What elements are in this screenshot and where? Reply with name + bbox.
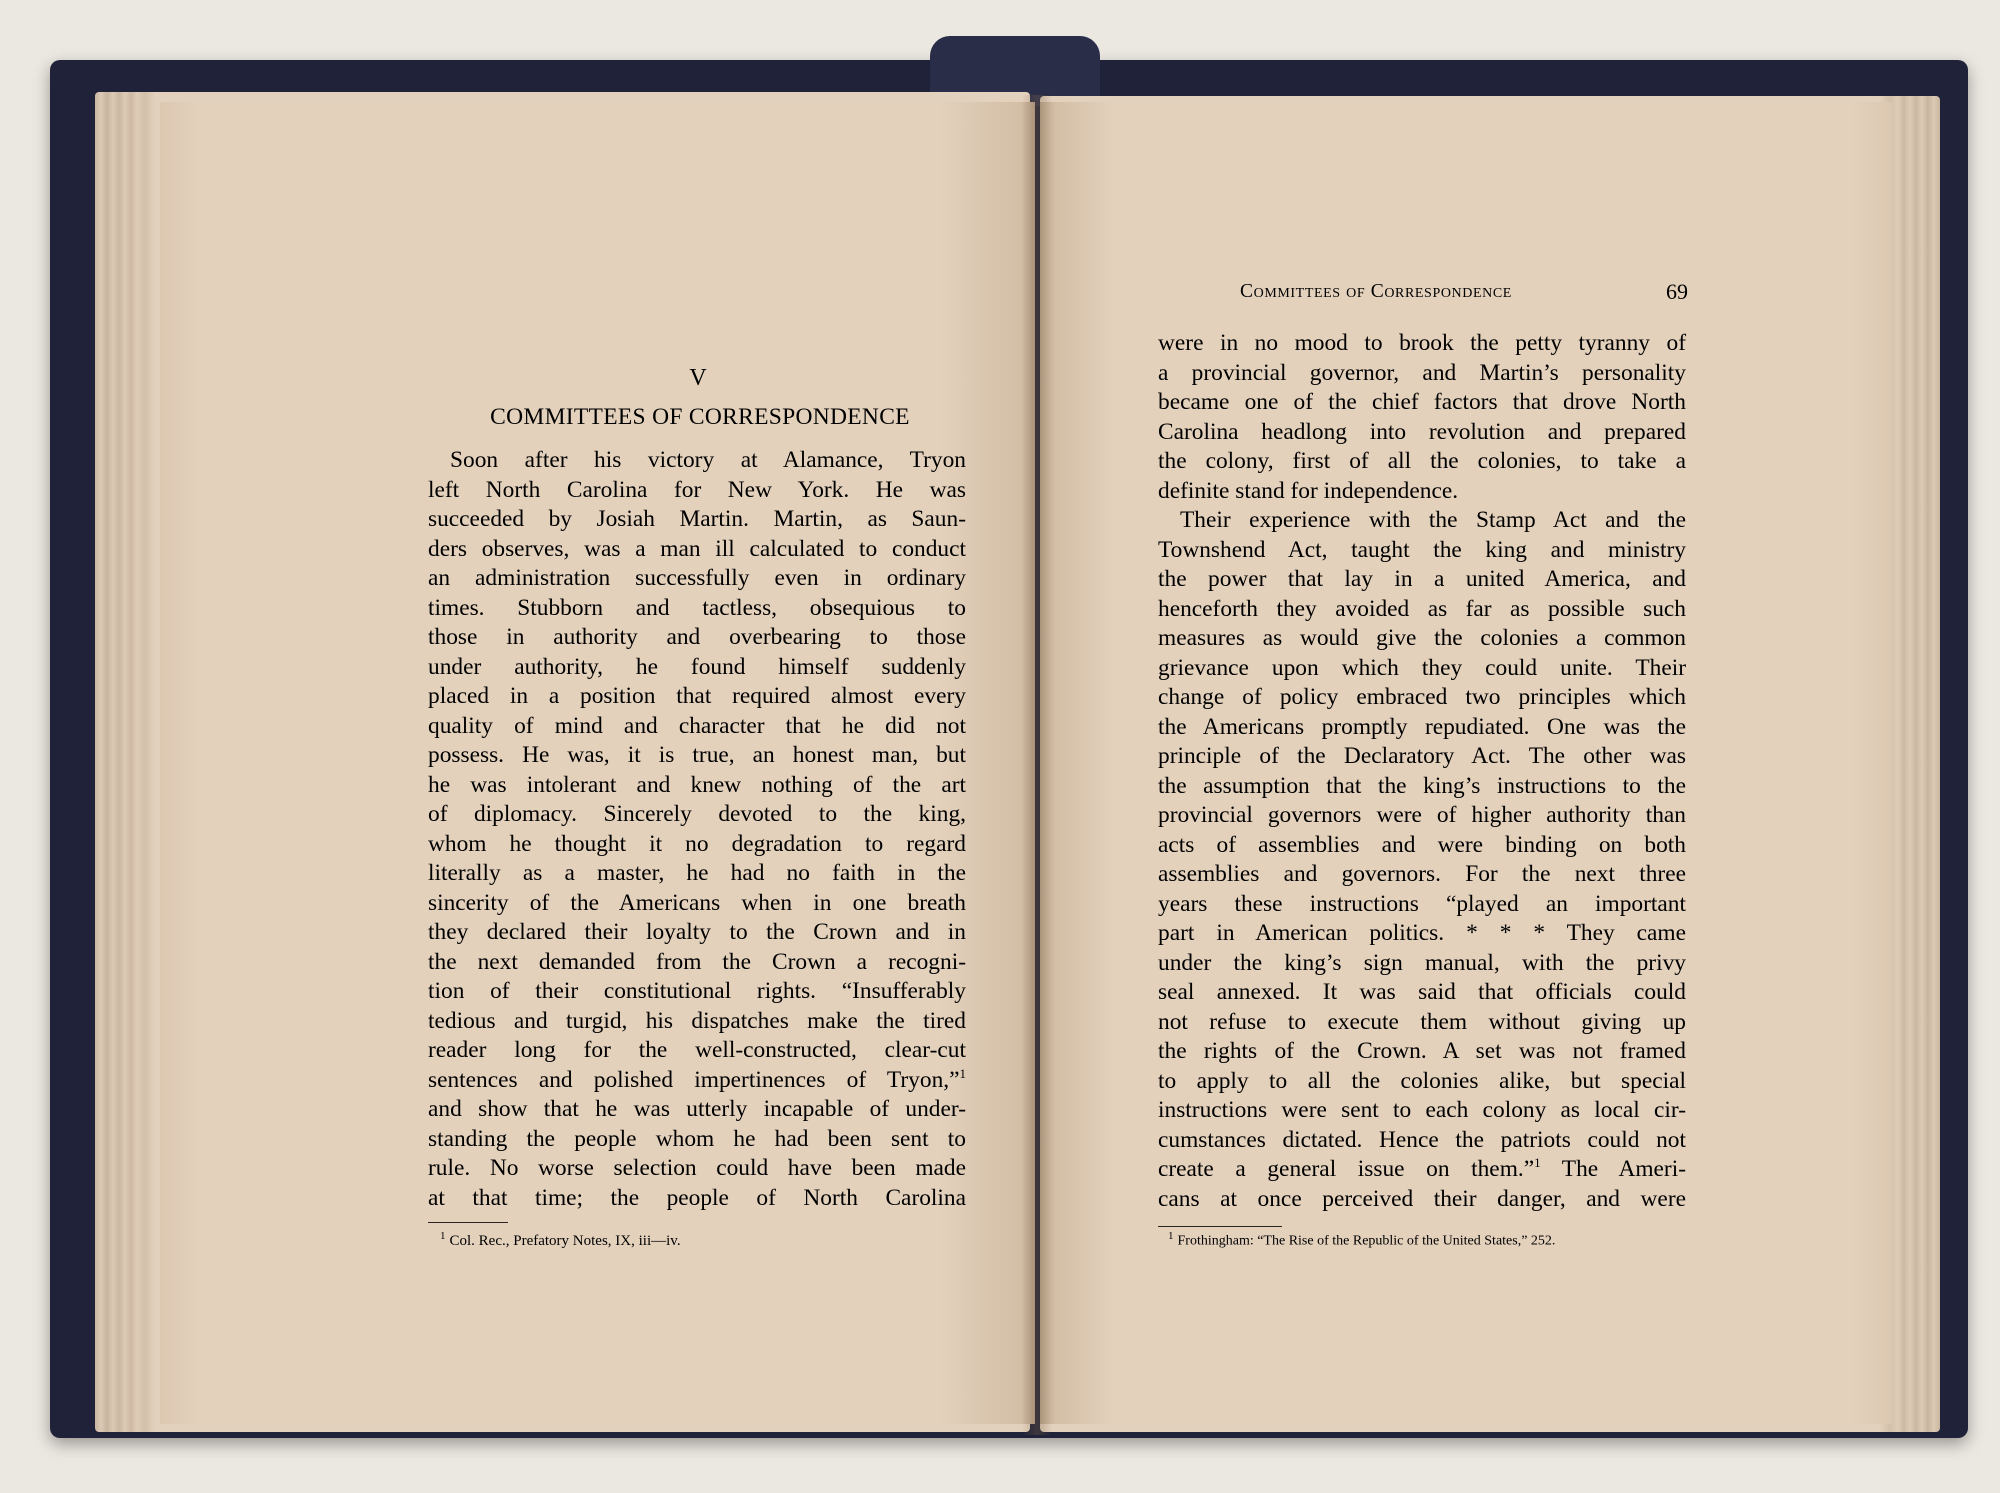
body-line: rule. No worse selection could have been made xyxy=(428,1155,966,1181)
footnote-marker: 1 xyxy=(440,1230,446,1242)
body-line: were in no mood to brook the petty tyranny of xyxy=(1158,330,1686,356)
body-line: under the king’s sign manual, with the privy xyxy=(1158,949,1686,976)
body-line: possess. He was, it is true, an honest man, but xyxy=(428,742,966,768)
right-footnote-rule xyxy=(1158,1226,1282,1227)
body-line: under authority, he found himself suddenly xyxy=(428,653,966,680)
body-line: literally as a master, he had no faith in the xyxy=(428,860,966,886)
body-line: quality of mind and character that he did not xyxy=(428,712,966,739)
body-line: grievance upon which they could unite. Their xyxy=(1158,654,1686,681)
body-line: the Americans promptly repudiated. One was the xyxy=(1158,713,1686,740)
body-line-text: sentences and polished impertinences of Tryon,” xyxy=(428,1066,960,1093)
body-line: years these instructions “played an important xyxy=(1158,890,1686,917)
left-footnote xyxy=(440,1230,681,1250)
body-line: left North Carolina for New York. He was xyxy=(428,476,966,503)
body-line: Their experience with the Stamp Act and the xyxy=(1180,507,1686,533)
body-line: he was intolerant and knew nothing of the art xyxy=(428,771,966,798)
body-line: at that time; the people of North Carolina xyxy=(428,1184,966,1211)
body-line: not refuse to execute them without giving up xyxy=(1158,1008,1686,1035)
body-line: the rights of the Crown. A set was not framed xyxy=(1158,1038,1686,1064)
footnote-reference: 1 xyxy=(959,1065,966,1081)
body-line: cans at once perceived their danger, and were xyxy=(1158,1185,1686,1212)
body-line: provincial governors were of higher authority than xyxy=(1158,802,1686,828)
body-line: to apply to all the colonies alike, but special xyxy=(1158,1067,1686,1094)
body-line: cumstances dictated. Hence the patriots could not xyxy=(1158,1126,1686,1153)
left-footnote-rule xyxy=(428,1222,508,1223)
chapter-title: COMMITTEES OF CORRESPONDENCE xyxy=(490,404,910,430)
body-line: part in American politics. * * * They came xyxy=(1158,920,1686,946)
body-line: definite stand for independence. xyxy=(1158,477,1459,504)
body-line: reader long for the well-constructed, clear-cut xyxy=(428,1037,966,1063)
chapter-number: V xyxy=(689,365,707,391)
body-line: succeeded by Josiah Martin. Martin, as Saun- xyxy=(428,506,966,532)
body-line: whom he thought it no degradation to regard xyxy=(428,830,966,857)
page-number: 69 xyxy=(1666,279,1688,304)
body-line: change of policy embraced two principles which xyxy=(1158,684,1686,710)
body-line: the power that lay in a united America, and xyxy=(1158,566,1686,592)
footnote-marker: 1 xyxy=(1168,1230,1174,1242)
body-line: the next demanded from the Crown a recogni- xyxy=(428,948,966,975)
body-line: tedious and turgid, his dispatches make the tired xyxy=(428,1007,966,1034)
body-line: Soon after his victory at Alamance, Tryon xyxy=(450,447,966,473)
body-line: they declared their loyalty to the Crown and in xyxy=(428,919,966,945)
body-line: times. Stubborn and tactless, obsequious to xyxy=(428,594,966,621)
body-line: and show that he was utterly incapable of under- xyxy=(428,1096,966,1122)
body-line: the assumption that the king’s instructions to the xyxy=(1158,772,1686,799)
footnote-text: Frothingham: “The Rise of the Republic of the United States,” 252. xyxy=(1177,1233,1556,1249)
body-line: became one of the chief factors that drove North xyxy=(1158,389,1686,415)
running-head: Committees of Correspondence xyxy=(1240,281,1512,302)
body-line: of diplomacy. Sincerely devoted to the king, xyxy=(428,801,966,827)
body-line: a provincial governor, and Martin’s personality xyxy=(1158,359,1686,386)
footnote-reference: 1 xyxy=(1534,1155,1541,1171)
body-line: standing the people whom he had been sent to xyxy=(428,1125,966,1152)
footnote-text: Col. Rec., Prefatory Notes, IX, iii—iv. xyxy=(449,1233,681,1249)
right-footnote xyxy=(1168,1230,1555,1250)
body-line: henceforth they avoided as far as possible such xyxy=(1158,595,1686,622)
body-line-text: create a general issue on them.” xyxy=(1158,1156,1535,1182)
body-line: Townshend Act, taught the king and ministry xyxy=(1158,536,1686,563)
body-line: the colony, first of all the colonies, to take a xyxy=(1158,448,1686,474)
body-line: seal annexed. It was said that officials could xyxy=(1158,979,1686,1005)
body-line: an administration successfully even in ordinary xyxy=(428,565,966,591)
left-body-text xyxy=(428,446,966,1213)
body-line: assemblies and governors. For the next three xyxy=(1158,861,1686,887)
body-line: measures as would give the colonies a common xyxy=(1158,625,1686,651)
body-line: principle of the Declaratory Act. The other was xyxy=(1158,743,1686,769)
right-body-text xyxy=(1158,329,1686,1214)
body-line: sincerity of the Americans when in one breath xyxy=(428,889,966,916)
book-gutter-shadow xyxy=(1022,95,1052,1435)
body-line-text: The Ameri- xyxy=(1540,1156,1686,1182)
body-line: placed in a position that required almost every xyxy=(428,683,966,709)
body-line-with-footnote xyxy=(428,1066,966,1096)
body-line: Carolina headlong into revolution and prepared xyxy=(1158,418,1686,445)
body-line: instructions were sent to each colony as local cir- xyxy=(1158,1097,1686,1123)
body-line: ders observes, was a man ill calculated to conduct xyxy=(428,535,966,562)
body-line: those in authority and overbearing to those xyxy=(428,624,966,650)
body-line: tion of their constitutional rights. “Insufferably xyxy=(428,978,966,1004)
body-line-with-footnote xyxy=(1158,1155,1686,1185)
body-line: acts of assemblies and were binding on both xyxy=(1158,831,1686,858)
